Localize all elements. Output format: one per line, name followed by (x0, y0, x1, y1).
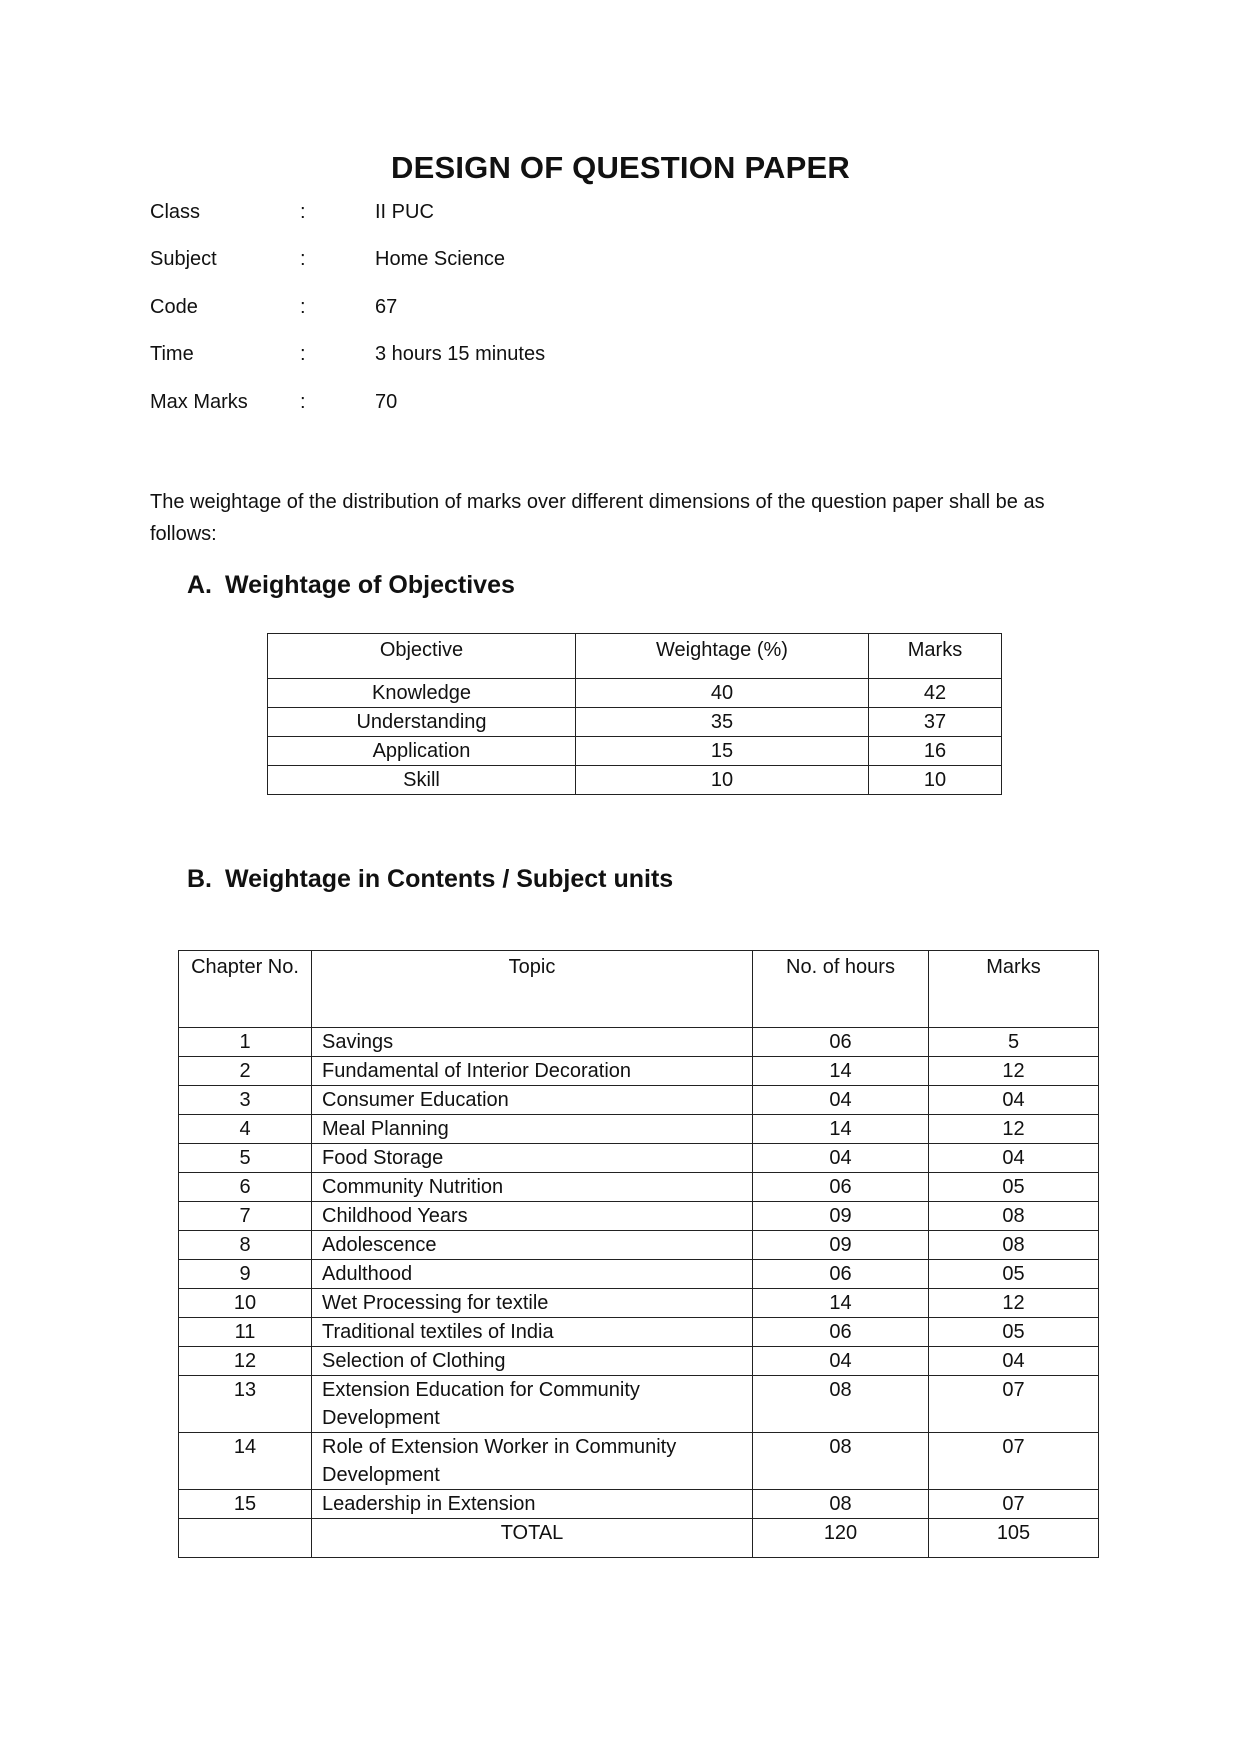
marks-cell: 16 (869, 737, 1002, 766)
table-header-row (268, 634, 1002, 679)
section-a-title: Weightage of Objectives (225, 571, 515, 599)
objective-cell: Knowledge (268, 679, 576, 708)
chapter-cell: 4 (179, 1115, 312, 1144)
topic-cell: Childhood Years (312, 1202, 753, 1231)
marks-cell: 37 (869, 708, 1002, 737)
topic-cell: Role of Extension Worker in Community Development (312, 1433, 753, 1490)
hours-cell: 09 (753, 1231, 929, 1260)
marks-cell: 04 (929, 1086, 1099, 1115)
chapter-cell: 9 (179, 1260, 312, 1289)
marks-cell: 04 (929, 1347, 1099, 1376)
chapter-cell: 7 (179, 1202, 312, 1231)
chapter-cell: 2 (179, 1057, 312, 1086)
total-hours-cell: 120 (753, 1519, 929, 1558)
marks-cell: 12 (929, 1289, 1099, 1318)
total-label: TOTAL (312, 1519, 753, 1558)
topic-cell: Meal Planning (312, 1115, 753, 1144)
table-row (179, 1289, 1099, 1318)
marks-cell: 10 (869, 766, 1002, 795)
table-row (179, 1433, 1099, 1490)
objectives-table (267, 633, 1002, 795)
total-marks-cell: 105 (929, 1519, 1099, 1558)
column-header: Marks (929, 951, 1099, 1028)
chapter-cell: 12 (179, 1347, 312, 1376)
chapter-cell: 5 (179, 1144, 312, 1173)
meta-value: II PUC (375, 201, 434, 223)
marks-cell: 05 (929, 1260, 1099, 1289)
topic-cell: Savings (312, 1028, 753, 1057)
chapter-cell (179, 1519, 312, 1558)
column-header: Chapter No. (179, 951, 312, 1028)
column-header: Topic (312, 951, 753, 1028)
column-header: Marks (869, 634, 1002, 679)
section-b-heading (187, 865, 673, 894)
marks-cell: 04 (929, 1144, 1099, 1173)
table-row (179, 1260, 1099, 1289)
hours-cell: 08 (753, 1376, 929, 1433)
topic-cell: Traditional textiles of India (312, 1318, 753, 1347)
meta-colon: : (300, 391, 306, 413)
table-row (268, 737, 1002, 766)
marks-cell: 07 (929, 1433, 1099, 1490)
hours-cell: 04 (753, 1347, 929, 1376)
topic-cell: Fundamental of Interior Decoration (312, 1057, 753, 1086)
section-b-title: Weightage in Contents / Subject units (225, 865, 674, 893)
meta-colon: : (300, 296, 306, 318)
meta-value: 67 (375, 296, 398, 318)
meta-label: Class (150, 201, 201, 223)
hours-cell: 14 (753, 1289, 929, 1318)
table-row (179, 1086, 1099, 1115)
hours-cell: 04 (753, 1086, 929, 1115)
marks-cell: 05 (929, 1173, 1099, 1202)
section-a-heading (187, 571, 515, 600)
hours-cell: 06 (753, 1028, 929, 1057)
chapter-cell: 10 (179, 1289, 312, 1318)
chapter-cell: 3 (179, 1086, 312, 1115)
marks-cell: 5 (929, 1028, 1099, 1057)
meta-label: Subject (150, 248, 217, 270)
weightage-cell: 10 (576, 766, 869, 795)
hours-cell: 06 (753, 1318, 929, 1347)
table-row (179, 1057, 1099, 1086)
weightage-cell: 40 (576, 679, 869, 708)
marks-cell: 42 (869, 679, 1002, 708)
chapter-cell: 1 (179, 1028, 312, 1057)
table-row (268, 679, 1002, 708)
section-a-letter: A. (187, 571, 212, 599)
marks-cell: 05 (929, 1318, 1099, 1347)
marks-cell: 12 (929, 1057, 1099, 1086)
meta-label: Time (150, 343, 194, 365)
meta-label: Code (150, 296, 198, 318)
marks-cell: 07 (929, 1490, 1099, 1519)
weightage-cell: 35 (576, 708, 869, 737)
content-units-table (178, 950, 1099, 1558)
table-row (179, 1202, 1099, 1231)
hours-cell: 06 (753, 1260, 929, 1289)
topic-cell: Adolescence (312, 1231, 753, 1260)
meta-value: 3 hours 15 minutes (375, 343, 546, 365)
hours-cell: 08 (753, 1490, 929, 1519)
topic-cell: Food Storage (312, 1144, 753, 1173)
chapter-cell: 14 (179, 1433, 312, 1490)
table-row (268, 766, 1002, 795)
weightage-cell: 15 (576, 737, 869, 766)
table-row (179, 1231, 1099, 1260)
table-row (179, 1173, 1099, 1202)
hours-cell: 08 (753, 1433, 929, 1490)
table-row (179, 1490, 1099, 1519)
total-row (179, 1519, 1099, 1558)
intro-paragraph: The weightage of the distribution of marks over different dimensions of the question paper shall be as follows: (150, 491, 1045, 545)
column-header: Weightage (%) (576, 634, 869, 679)
chapter-cell: 15 (179, 1490, 312, 1519)
topic-cell: Leadership in Extension (312, 1490, 753, 1519)
meta-colon: : (300, 248, 306, 270)
topic-cell: Wet Processing for textile (312, 1289, 753, 1318)
chapter-cell: 6 (179, 1173, 312, 1202)
meta-value: 70 (375, 391, 398, 413)
meta-label: Max Marks (150, 391, 248, 413)
chapter-cell: 13 (179, 1376, 312, 1433)
marks-cell: 08 (929, 1202, 1099, 1231)
objective-cell: Skill (268, 766, 576, 795)
table-row (179, 1347, 1099, 1376)
marks-cell: 07 (929, 1376, 1099, 1433)
column-header: Objective (268, 634, 576, 679)
topic-cell: Selection of Clothing (312, 1347, 753, 1376)
table-row (268, 708, 1002, 737)
hours-cell: 04 (753, 1144, 929, 1173)
objective-cell: Understanding (268, 708, 576, 737)
objective-cell: Application (268, 737, 576, 766)
hours-cell: 14 (753, 1115, 929, 1144)
chapter-cell: 8 (179, 1231, 312, 1260)
hours-cell: 09 (753, 1202, 929, 1231)
table-row (179, 1376, 1099, 1433)
topic-cell: Extension Education for Community Development (312, 1376, 753, 1433)
table-header-row (179, 951, 1099, 1028)
topic-cell: Adulthood (312, 1260, 753, 1289)
table-row (179, 1115, 1099, 1144)
page-title: DESIGN OF QUESTION PAPER (391, 150, 850, 185)
chapter-cell: 11 (179, 1318, 312, 1347)
table-row (179, 1028, 1099, 1057)
meta-colon: : (300, 343, 306, 365)
topic-cell: Consumer Education (312, 1086, 753, 1115)
hours-cell: 14 (753, 1057, 929, 1086)
marks-cell: 08 (929, 1231, 1099, 1260)
section-b-letter: B. (187, 865, 212, 893)
meta-colon: : (300, 201, 306, 223)
column-header: No. of hours (753, 951, 929, 1028)
table-row (179, 1318, 1099, 1347)
topic-cell: Community Nutrition (312, 1173, 753, 1202)
meta-value: Home Science (375, 248, 506, 270)
table-row (179, 1144, 1099, 1173)
hours-cell: 06 (753, 1173, 929, 1202)
marks-cell: 12 (929, 1115, 1099, 1144)
